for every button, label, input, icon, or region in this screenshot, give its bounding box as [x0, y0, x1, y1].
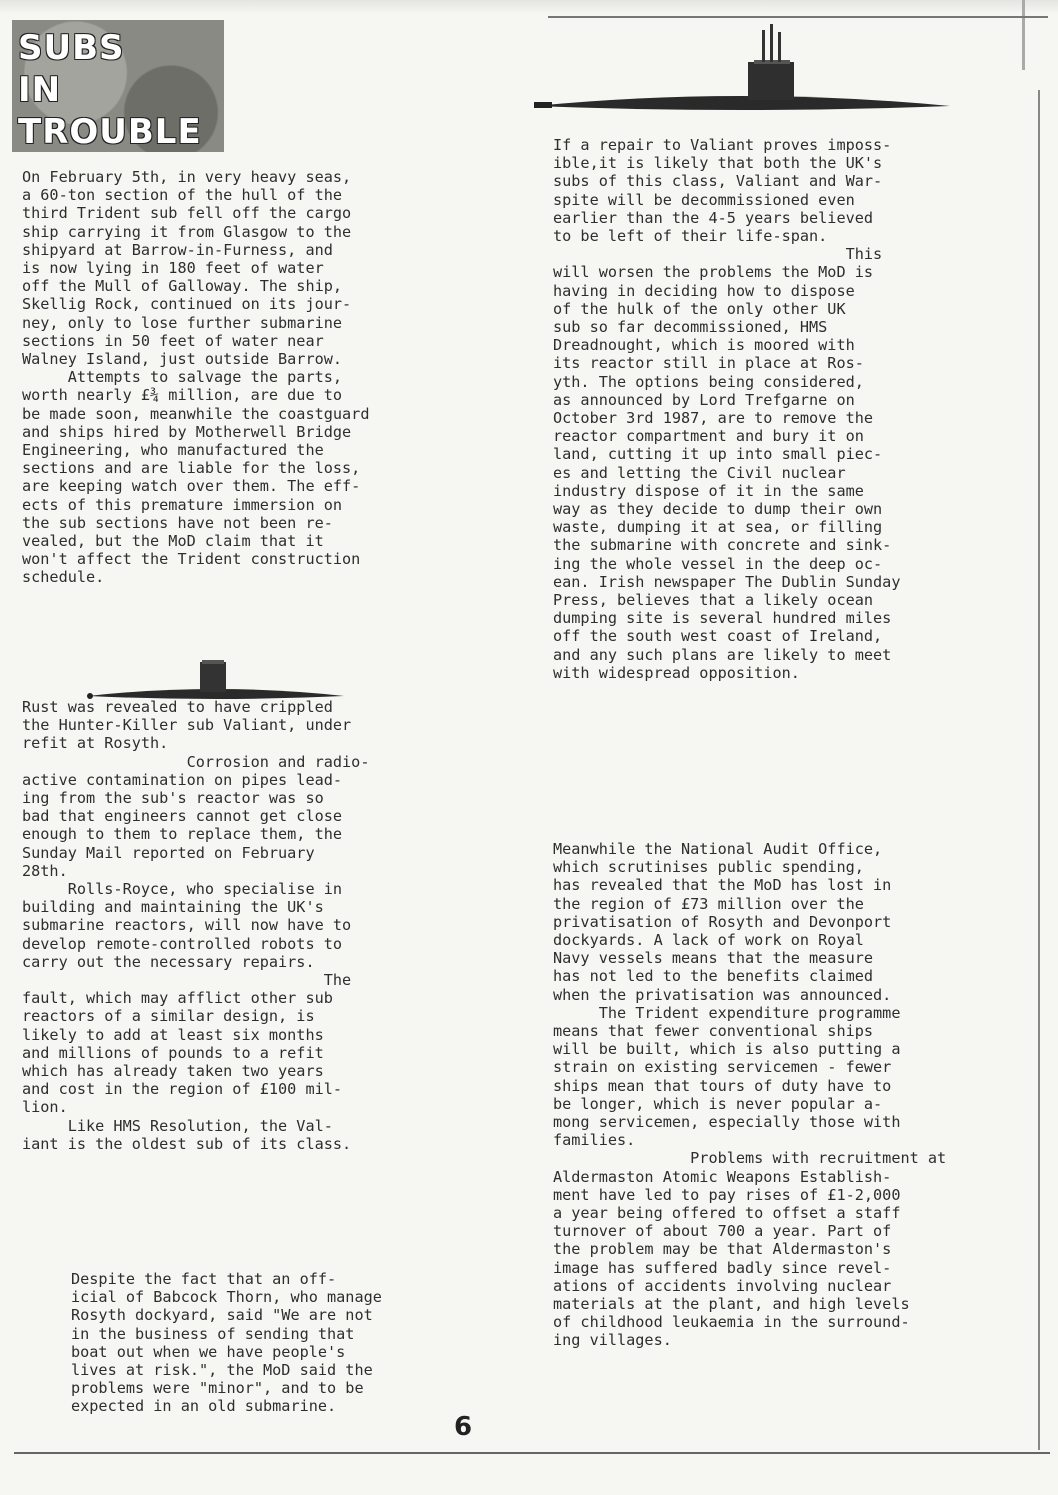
article-column-babcock-quote: Despite the fact that an off- icial of Babcock Thorn, who manage Rosyth dockyard, said "We are not in the business of sending that boat out when we have people's lives at risk.", the MoD said the problems were "minor", and to be expected in an old submarine.: [71, 1270, 382, 1416]
masthead-line-1: SUBS: [18, 28, 125, 68]
masthead-line-3: TROUBLE: [18, 112, 202, 152]
masthead-line-2: IN: [18, 70, 62, 110]
right-column-border: [1038, 90, 1040, 1450]
page-top-edge: [0, 0, 1058, 14]
fold-mark: [1022, 0, 1025, 70]
article-column-audit-office: Meanwhile the National Audit Office, which scrutinises public spending, has revealed that the MoD has lost in the region of £73 million over the privatisation of Rosyth and Devonport dockyards. A lack of work on Royal Navy vessels means that the measure has not led to the benefits claimed when the privatisation was announced. The Trident expenditure programme means that fewer conventional ships will be built, which is also putting a strain on existing servicemen - fewer ships mean that tours of duty have to be longer, which is never popular a- mong servicemen, especially those with families. Problems with recruitment at Aldermaston Atomic Weapons Establish- ment have led to pay rises of £1-2,000 a year being offered to offset a staff turnover of about 700 a year. Part of the problem may be that Aldermaston's image has suffered badly since revel- ations of accidents involving nuclear materials at the plant, and high levels of childhood leukaemia in the surround- ing villages.: [553, 840, 947, 1350]
submarine-illustration-top: [532, 20, 952, 116]
masthead: [12, 20, 224, 152]
top-rule: [548, 16, 1048, 18]
bottom-rule: [14, 1452, 1050, 1454]
article-column-salvage: On February 5th, in very heavy seas, a 60-ton section of the hull of the third Trident sub fell off the cargo ship carrying it from Glasgow to the shipyard at Barrow-in-Furness, and is now lying in 180 feet of water off the Mull of Galloway. The ship, Skellig Rock, continued on its jour- ney, only to lose further submarine sections in 50 feet of water near Walney Island, just outside Barrow. Attempts to salvage the parts, worth nearly £¾ million, are due to be made soon, meanwhile the coastguard and ships hired by Motherwell Bridge Engineering, who manufactured the sections and are liable for the loss, are keeping watch over them. The eff- ects of this premature immersion on the sub sections have not been re- vealed, but the MoD claim that it won't affect the Trident construction schedule.: [22, 168, 370, 587]
page-number: 6: [454, 1412, 473, 1442]
article-column-decommissioning: If a repair to Valiant proves imposs- ible,it is likely that both the UK's subs of this class, Valiant and War- spite will be decommissioned even earlier than the 4-5 years believed to be left of their life-span. This will worsen the problems the MoD is having in deciding how to dispose of the hulk of the only other UK sub so far decommissioned, HMS Dreadnought, which is moored with its reactor still in place at Ros- yth. The options being considered, as announced by Lord Trefgarne on October 3rd 1987, are to remove the reactor compartment and bury it on land, cutting it up into small piec- es and letting the Civil nuclear industry dispose of it in the same way as they decide to dump their own waste, dumping it at sea, or filling the submarine with concrete and sink- ing the whole vessel in the deep oc- ean. Irish newspaper The Dublin Sunday Press, believes that a likely ocean dumping site is several hundred miles off the south west coast of Ireland, and any such plans are likely to meet with widespread opposition.: [553, 136, 901, 682]
article-column-valiant-rust: Rust was revealed to have crippled the Hunter-Killer sub Valiant, under refit at Rosyth. Corrosion and radio- active contamination on pipes lead- ing from the sub's reactor was so bad that engineers cannot get close enough to them to replace them, the Sunday Mail reported on February 28th. Rolls-Royce, who specialise in building and maintaining the UK's submarine reactors, will now have to develop remote-controlled robots to carry out the necessary repairs. The fault, which may afflict other sub reactors of a similar design, is likely to add at least six months and millions of pounds to a refit which has already taken two years and cost in the region of £100 mil- lion. Like HMS Resolution, the Val- iant is the oldest sub of its class.: [22, 698, 370, 1153]
